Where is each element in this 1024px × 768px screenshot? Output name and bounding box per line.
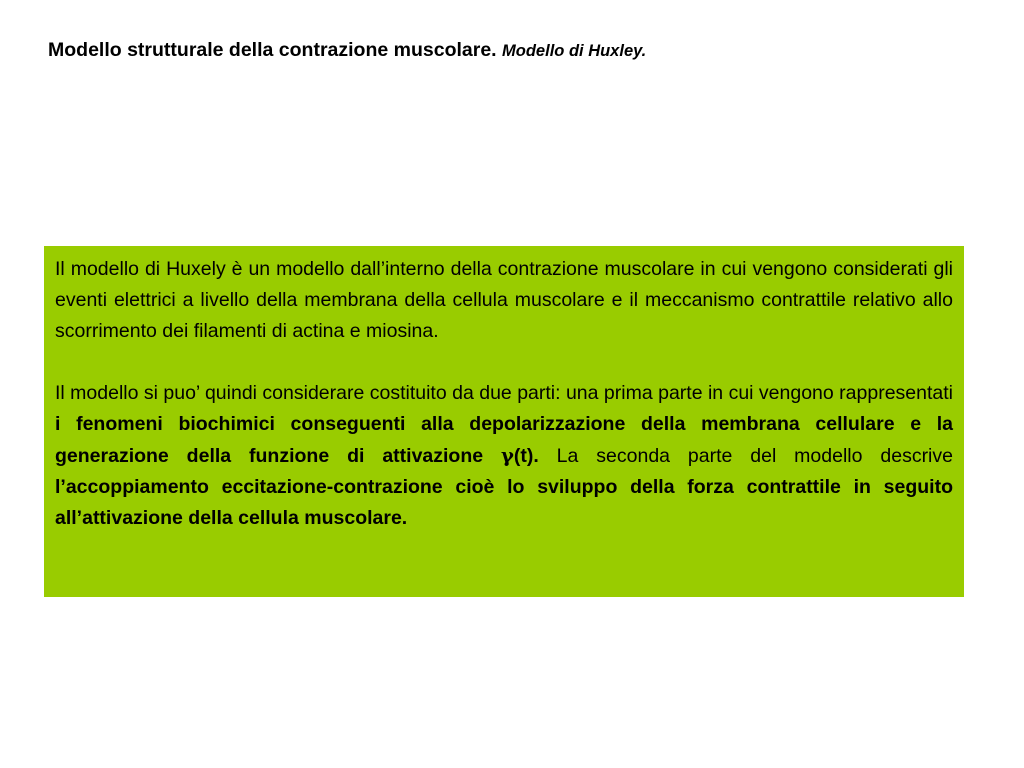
paragraph-2-bold-2: (t).: [513, 445, 539, 467]
paragraph-1: Il modello di Huxely è un modello dall’interno della contrazione muscolare in cui vengono considerati gli eventi elettrici a livello della membrana della cellula muscolare e il meccanismo contrattile relativo allo scorrimento dei filamenti di actina e miosina.: [55, 258, 953, 342]
title-subtitle: Modello di Huxley.: [502, 42, 647, 60]
slide-title: [48, 36, 646, 65]
paragraph-2-bold-3: l’accoppiamento eccitazione-contrazione cioè lo sviluppo della forza contrattile in seguito all’attivazione della cellula muscolare.: [55, 476, 953, 529]
text-box: [44, 246, 964, 597]
paragraph-2: [55, 378, 953, 534]
gamma-symbol: γ: [501, 444, 514, 467]
paragraph-2-bold-1: i fenomeni biochimici conseguenti alla depolarizzazione della membrana cellulare e la generazione della funzione di attivazione: [55, 413, 953, 467]
paragraph-2-part-4: La seconda parte del modello descrive: [538, 445, 953, 467]
paragraph-2-part-1: Il modello si puo’ quindi considerare costituito da due parti: una prima parte in cui vengono rappresentati: [55, 382, 953, 404]
title-main: Modello strutturale della contrazione muscolare.: [48, 39, 497, 61]
